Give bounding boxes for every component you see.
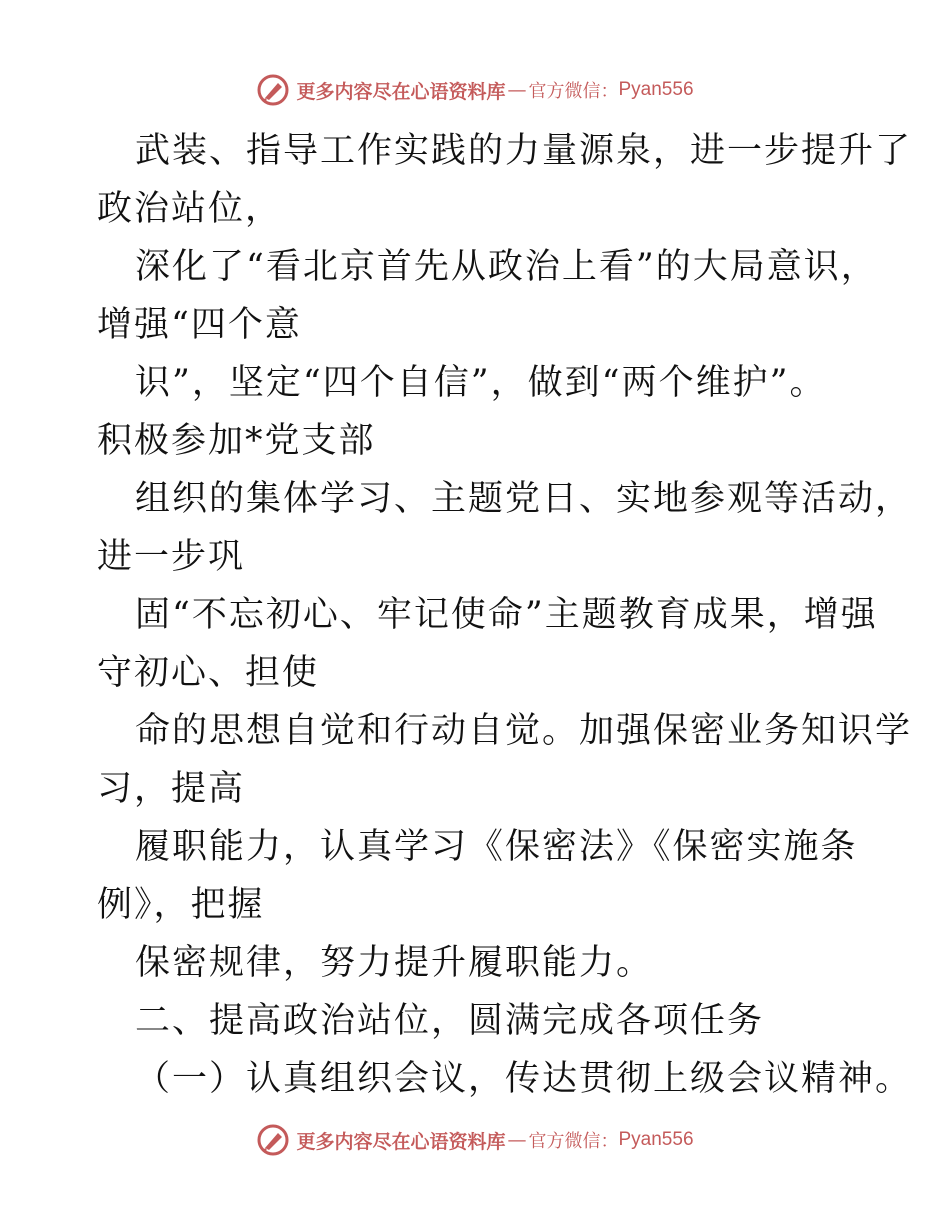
document-body [97, 122, 913, 1108]
text-line: 例》，把握 [97, 885, 265, 925]
section-heading: 二、提高政治站位，圆满完成各项任务 [135, 1001, 765, 1041]
text-line: 武装、指导工作实践的力量源泉，进一步提升了 [135, 131, 913, 171]
header-brand-text: 更多内容尽在心语资料库 [296, 80, 506, 103]
text-line: 深化了“看北京首先从政治上看”的大局意识， [135, 247, 878, 287]
text-line: 识”，坚定“四个自信”，做到“两个维护”。 [135, 363, 827, 403]
header-banner [0, 70, 950, 110]
text-line: 政治站位， [97, 189, 283, 229]
header-contact-id: Pyan556 [618, 79, 694, 100]
text-line: 保密规律，努力提升履职能力。 [135, 943, 654, 983]
pen-nib-logo-icon [256, 73, 290, 107]
subsection-heading: （一）认真组织会议，传达贯彻上级会议精神。 [135, 1059, 913, 1099]
footer-dash: — [507, 1129, 527, 1151]
text-line: 增强“四个意 [97, 305, 302, 345]
footer-contact-label: 官方微信： [528, 1131, 619, 1152]
text-line: 守初心、担使 [97, 653, 320, 693]
footer-banner [0, 1120, 950, 1160]
text-line: 履职能力，认真学习《保密法》《保密实施条 [135, 827, 858, 867]
header-dash: — [507, 79, 527, 101]
text-line: 组织的集体学习、主题党日、实地参观等活动， [135, 479, 913, 519]
footer-contact-id: Pyan556 [618, 1129, 694, 1150]
text-line: 习，提高 [97, 769, 246, 809]
text-line: 命的思想自觉和行动自觉。加强保密业务知识学 [135, 711, 913, 751]
text-line: 进一步巩 [97, 537, 246, 577]
text-line: 固“不忘初心、牢记使命”主题教育成果，增强 [135, 595, 878, 635]
header-contact-label: 官方微信： [528, 81, 619, 102]
pen-nib-logo-icon [256, 1123, 290, 1157]
footer-brand-text: 更多内容尽在心语资料库 [296, 1130, 506, 1153]
text-line: 积极参加*党支部 [97, 421, 376, 461]
